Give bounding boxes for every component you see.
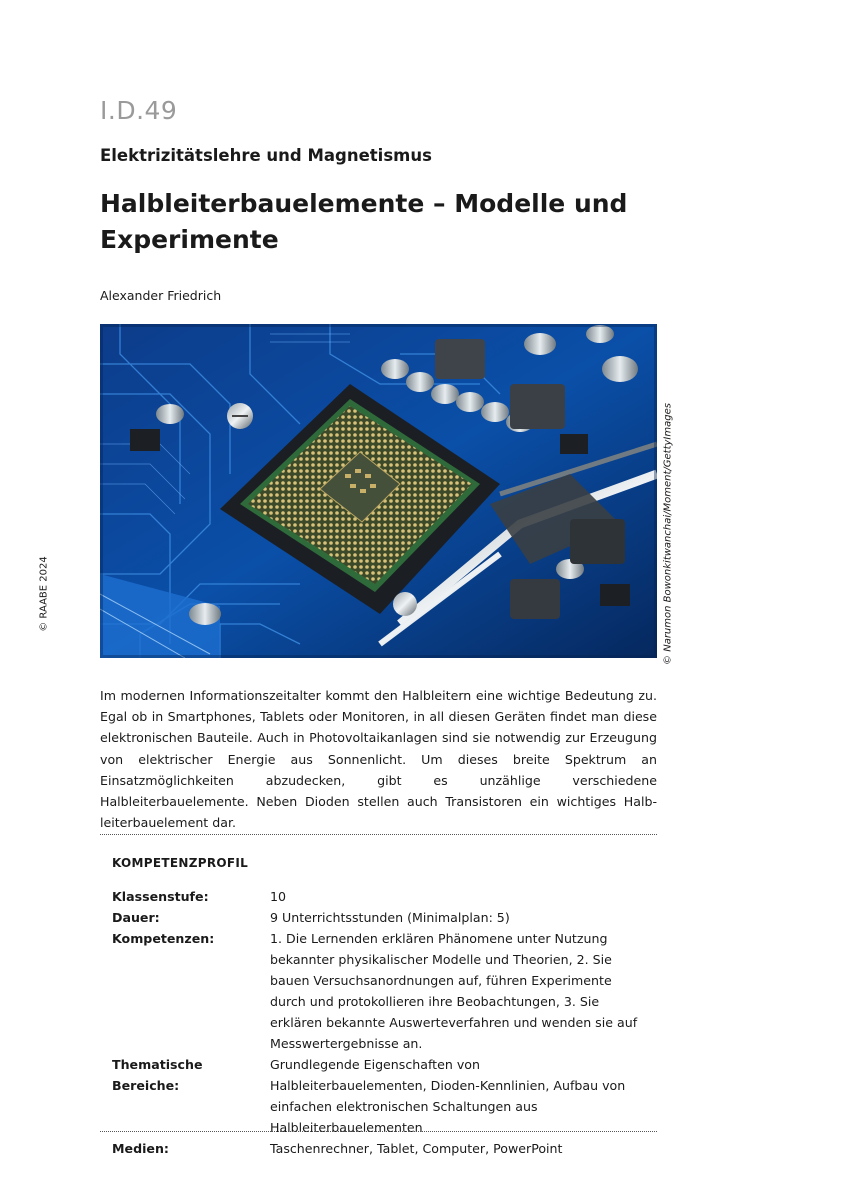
- side-copyright: © RAABE 2024: [38, 556, 50, 632]
- photo-credit: © Narumon Bowonkitwanchai/Moment/GettyImages: [662, 403, 674, 665]
- profile-value: Taschenrechner, Tablet, Computer, PowerPoint: [270, 1141, 563, 1156]
- profile-label: Dauer:: [112, 910, 160, 925]
- subject-heading: Elektrizitätslehre und Magnetismus: [100, 146, 432, 165]
- profile-label: Medien:: [112, 1141, 169, 1156]
- author-name: Alexander Friedrich: [100, 288, 222, 303]
- document-title: Halbleiterbauelemente – Modelle und Experimente: [100, 189, 628, 254]
- profile-row-topics: [112, 1054, 657, 1138]
- competence-profile-heading: KOMPETENZPROFIL: [112, 856, 249, 870]
- profile-row-grade: [112, 886, 657, 907]
- bottom-dotted-divider: [100, 1131, 657, 1132]
- intro-paragraph: Im modernen Informationszeitalter kommt den Halbleitern eine wichtige Bedeutung zu. Egal ob in Smartphones, Tablets oder Monitoren, in all diesen Geräten findet man diese elektronischen Bauteile. Auch in Photovoltaikanlagen sind sie notwendig zur Erzeugung von elektrischer Energie aus Sonnenlicht. Um dieses breite Spektrum an Einsatzmöglichkeiten abzudecken, gibt es unzählige verschiedene Halbleiterbauelemente. Neben Dioden stellen auch Transistoren ein wichtiges Halbleiterbauelement dar.: [100, 688, 657, 831]
- profile-row-duration: [112, 907, 657, 928]
- profile-value: 9 Unterrichtsstunden (Minimalplan: 5): [270, 910, 510, 925]
- profile-label: Thematische Bereiche:: [112, 1057, 203, 1093]
- cpu-motherboard-photo: [100, 324, 657, 658]
- profile-label: Klassenstufe:: [112, 889, 209, 904]
- document-code: I.D.49: [100, 96, 178, 125]
- top-dotted-divider: [100, 834, 657, 835]
- profile-row-competences: [112, 928, 657, 1054]
- profile-value: Grundlegende Eigenschaften von Halbleiterbauelementen, Dioden-Kennlinien, Aufbau von einfachen elektronischen Schaltungen aus Halbleiterbauelementen: [270, 1057, 626, 1135]
- competence-profile-table: [112, 886, 657, 1159]
- profile-row-media: [112, 1138, 657, 1159]
- profile-label: Kompetenzen:: [112, 931, 215, 946]
- profile-value: 10: [270, 889, 287, 904]
- profile-value: 1. Die Lernenden erklären Phänomene unter Nutzung bekannter physikalischer Modelle und Theorien, 2. Sie bauen Versuchsanordnungen auf, führen Experimente durch und protokollieren ihre Beobachtungen, 3. Sie erklären bekannte Auswerteverfahren und wenden sie auf Messwertergebnisse an.: [270, 931, 638, 1051]
